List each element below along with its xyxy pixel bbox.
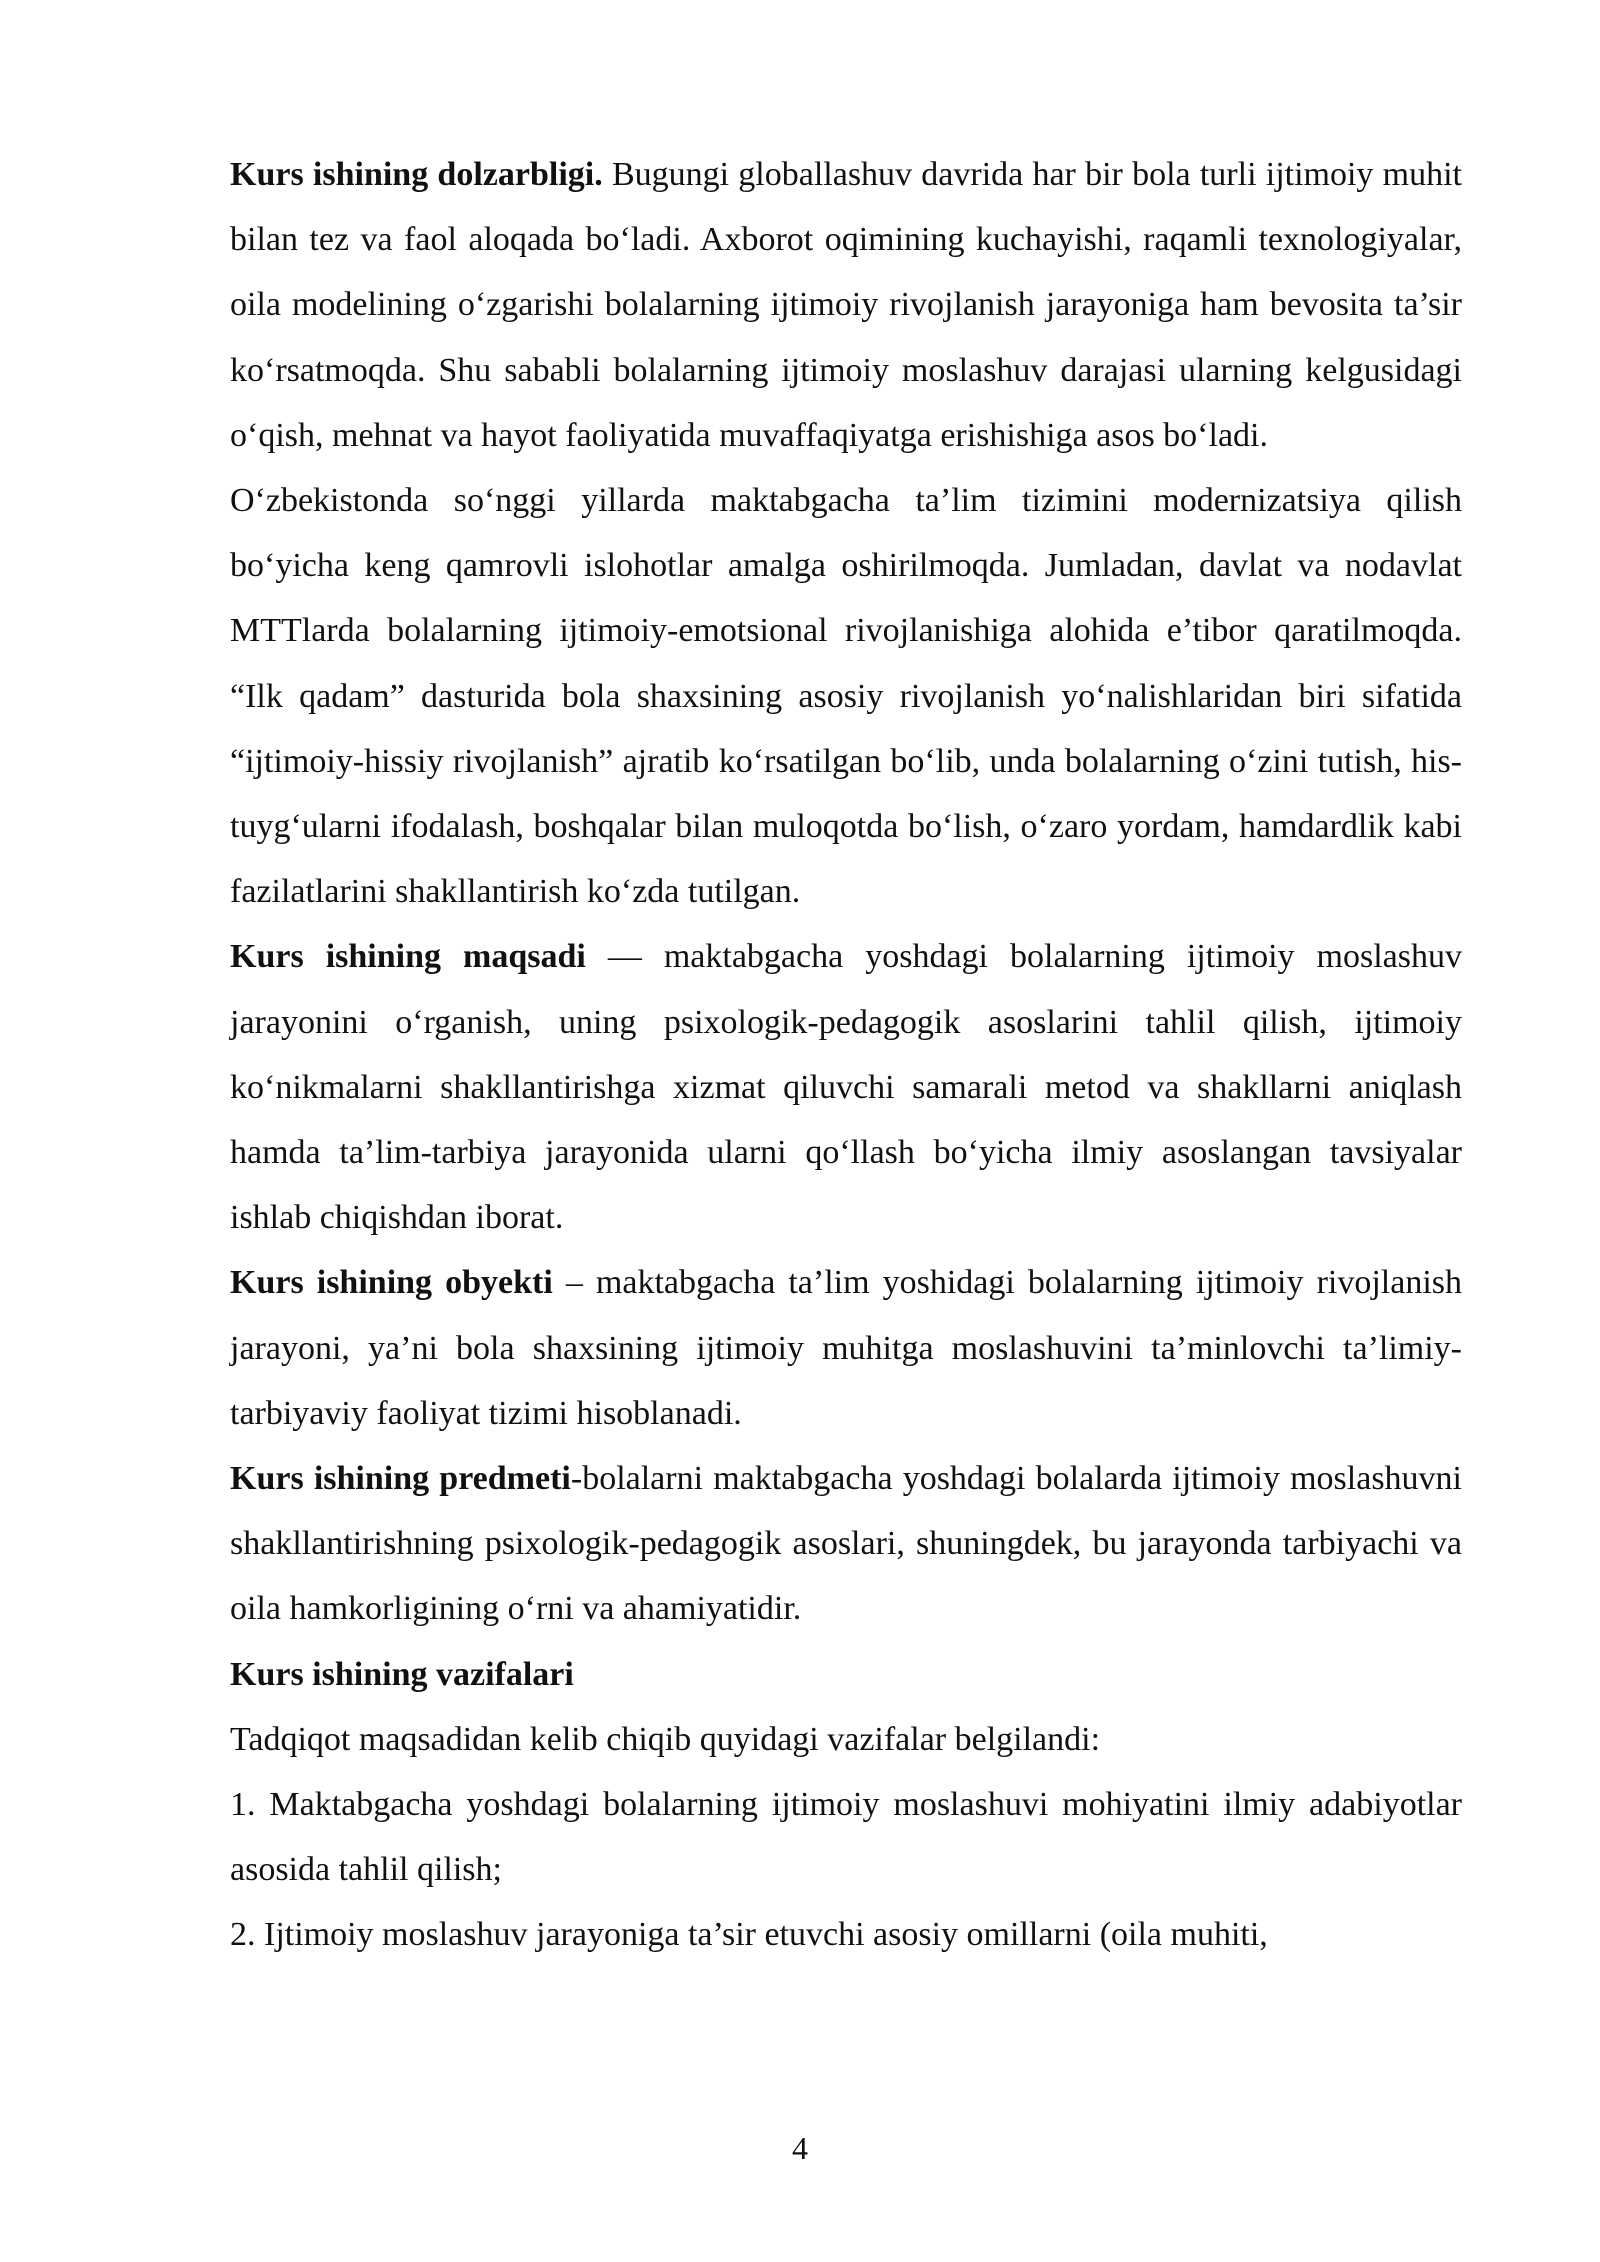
- list-item-task-2: [230, 1902, 1462, 1967]
- paragraph-reforms-text: O‘zbekistonda so‘nggi yillarda maktabgacha ta’lim tizimini modernizatsiya qilish bo‘yicha keng qamrovli islohotlar amalga oshirilmoqda. Jumladan, davlat va nodavlat MTTlarda bolalarning ijtimoiy-emotsional rivojlanishiga alohida e’tibor qaratilmoqda. “Ilk qadam” dasturida bola shaxsining asosiy rivojlanish yo‘nalishlaridan biri sifatida “ijtimoiy-hissiy rivojlanish” ajratib ko‘rsatilgan bo‘lib, unda bolalarning o‘zini tutish, his-tuyg‘ularni ifodalash, boshqalar bilan muloqotda bo‘lish, o‘zaro yordam, hamdardlik kabi fazilatlarini shakllantirish ko‘zda tutilgan.: [230, 482, 1462, 911]
- paragraph-reforms: [230, 468, 1462, 924]
- paragraph-object: [230, 1250, 1462, 1446]
- heading-goal: Kurs ishining maqsadi: [230, 938, 586, 976]
- paragraph-relevance-text: Bugungi globallashuv davrida har bir bola turli ijtimoiy muhit bilan tez va faol aloqada bo‘ladi. Axborot oqimining kuchayishi, raqamli texnologiyalar, oila modelining o‘zgarishi bolalarning ijtimoiy rivojlanish jarayoniga ham bevosita ta’sir ko‘rsatmoqda. Shu sababli bolalarning ijtimoiy moslashuv darajasi ularning kelgusidagi o‘qish, mehnat va hayot faoliyatida muvaffaqiyatga erishishiga asos bo‘ladi.: [230, 156, 1462, 454]
- paragraph-relevance: [230, 142, 1462, 468]
- paragraph-subject-text: -bolalarni maktabgacha yoshdagi bolalarda ijtimoiy moslashuvni shakllantirishning psixologik-pedagogik asoslari, shuningdek, bu jarayonda tarbiyachi va oila hamkorligining o‘rni va ahamiyatidir.: [230, 1460, 1463, 1628]
- paragraph-goal-text: — maktabgacha yoshdagi bolalarning ijtimoiy moslashuv jarayonini o‘rganish, uning psixologik-pedagogik asoslarini tahlil qilish, ijtimoiy ko‘nikmalarni shakllantirishga xizmat qiluvchi samarali metod va shakllarni aniqlash hamda ta’lim-tarbiya jarayonida ularni qo‘llash bo‘yicha ilmiy asoslangan tavsiyalar ishlab chiqishdan iborat.: [230, 938, 1462, 1237]
- page-number: 4: [792, 2130, 808, 2166]
- paragraph-object-text: – maktabgacha ta’lim yoshidagi bolalarning ijtimoiy rivojlanish jarayoni, ya’ni bola shaxsining ijtimoiy muhitga moslashuvini ta’minlovchi ta’limiy-tarbiyaviy faoliyat tizimi hisoblanadi.: [230, 1264, 1462, 1432]
- task-1-text: 1. Maktabgacha yoshdagi bolalarning ijtimoiy moslashuvi mohiyatini ilmiy adabiyotlar asosida tahlil qilish;: [230, 1786, 1462, 1889]
- heading-tasks: Kurs ishining vazifalari: [230, 1655, 574, 1693]
- document-page: [230, 142, 1462, 1968]
- heading-relevance: Kurs ishining dolzarbligi.: [230, 156, 603, 193]
- paragraph-tasks-intro: [230, 1707, 1462, 1772]
- task-2-text: 2. Ijtimoiy moslashuv jarayoniga ta’sir etuvchi asosiy omillarni (oila muhiti,: [230, 1916, 1268, 1954]
- list-item-task-1: [230, 1772, 1462, 1902]
- paragraph-tasks-heading: [230, 1642, 1462, 1707]
- paragraph-goal: [230, 924, 1462, 1250]
- heading-object: Kurs ishining obyekti: [230, 1264, 553, 1302]
- heading-subject: Kurs ishining predmeti: [230, 1460, 571, 1498]
- paragraph-subject: [230, 1446, 1462, 1642]
- paragraph-tasks-intro-text: Tadqiqot maqsadidan kelib chiqib quyidagi vazifalar belgilandi:: [230, 1720, 1101, 1758]
